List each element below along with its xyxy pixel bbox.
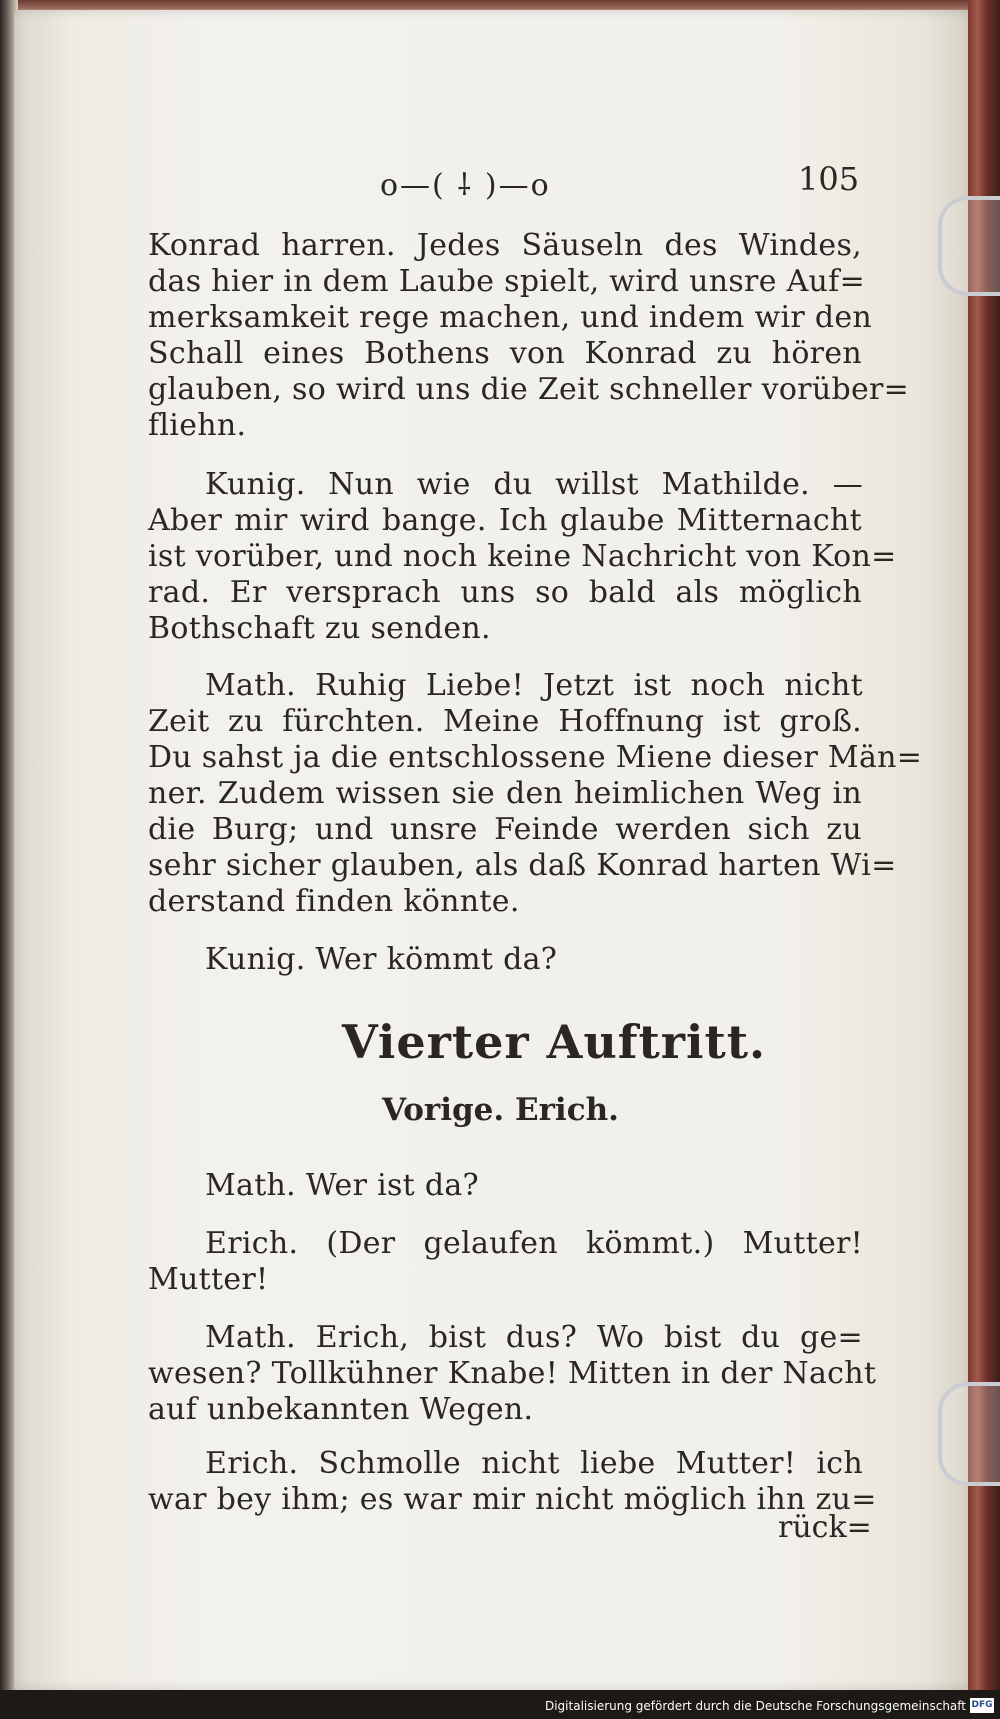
page-clip-top xyxy=(938,196,1000,296)
page-number: 105 xyxy=(798,160,860,198)
speech-line: Kunig. Nun wie du willst Mathilde. — xyxy=(205,467,863,502)
text-line: Schall eines Bothens von Konrad zu hören xyxy=(148,336,862,371)
text-line: auf unbekannten Wegen. xyxy=(148,1392,534,1427)
text-line: Du sahst ja die entschlossene Miene dieser Män= xyxy=(148,740,923,775)
speech-line: Erich. Schmolle nicht liebe Mutter! ich xyxy=(205,1446,863,1481)
speech-line: Math. Ruhig Liebe! Jetzt ist noch nicht xyxy=(205,668,863,703)
text-line: ner. Zudem wissen sie den heimlichen Weg in xyxy=(148,776,862,811)
text-line: Konrad harren. Jedes Säuseln des Windes, xyxy=(148,228,862,263)
text-line: Mutter! xyxy=(148,1262,269,1297)
text-line: wesen? Tollkühner Knabe! Mitten in der Nacht xyxy=(148,1356,877,1391)
page-clip-bottom xyxy=(938,1382,1000,1486)
text-line: war bey ihm; es war mir nicht möglich ihn zu= xyxy=(148,1482,877,1517)
scene-title: Vierter Auftritt. xyxy=(342,1015,767,1069)
scene-persons: Vorige. Erich. xyxy=(382,1092,619,1128)
text-line: derstand finden könnte. xyxy=(148,884,520,919)
speech-line: Math. Wer ist da? xyxy=(205,1168,479,1203)
text-line: ist vorüber, und noch keine Nachricht von Kon= xyxy=(148,539,897,574)
text-line: Aber mir wird bange. Ich glaube Mitternacht xyxy=(148,503,862,538)
text-line: Bothschaft zu senden. xyxy=(148,611,491,646)
running-head-ornament: o—( ⸸ )—o xyxy=(380,168,551,203)
funding-credit: Digitalisierung gefördert durch die Deutsche Forschungsgemeinschaft xyxy=(544,1699,966,1713)
speech-line: Kunig. Wer kömmt da? xyxy=(205,942,558,977)
text-line: sehr sicher glauben, als daß Konrad harten Wi= xyxy=(148,848,897,883)
text-line: rad. Er versprach uns so bald als möglich xyxy=(148,575,862,610)
text-line: das hier in dem Laube spielt, wird unsre Auf= xyxy=(148,264,866,299)
text-line: glauben, so wird uns die Zeit schneller vorüber= xyxy=(148,372,910,407)
speech-line: Math. Erich, bist dus? Wo bist du ge= xyxy=(205,1320,863,1355)
text-line: Zeit zu fürchten. Meine Hoffnung ist groß. xyxy=(148,704,862,739)
text-line: die Burg; und unsre Feinde werden sich zu xyxy=(148,812,862,847)
speech-line: Erich. (Der gelaufen kömmt.) Mutter! xyxy=(205,1226,863,1261)
text-line: fliehn. xyxy=(148,408,247,443)
catchword: rück= xyxy=(778,1510,872,1545)
dfg-logo: DFG xyxy=(970,1698,994,1713)
text-line: merksamkeit rege machen, und indem wir den xyxy=(148,300,873,335)
